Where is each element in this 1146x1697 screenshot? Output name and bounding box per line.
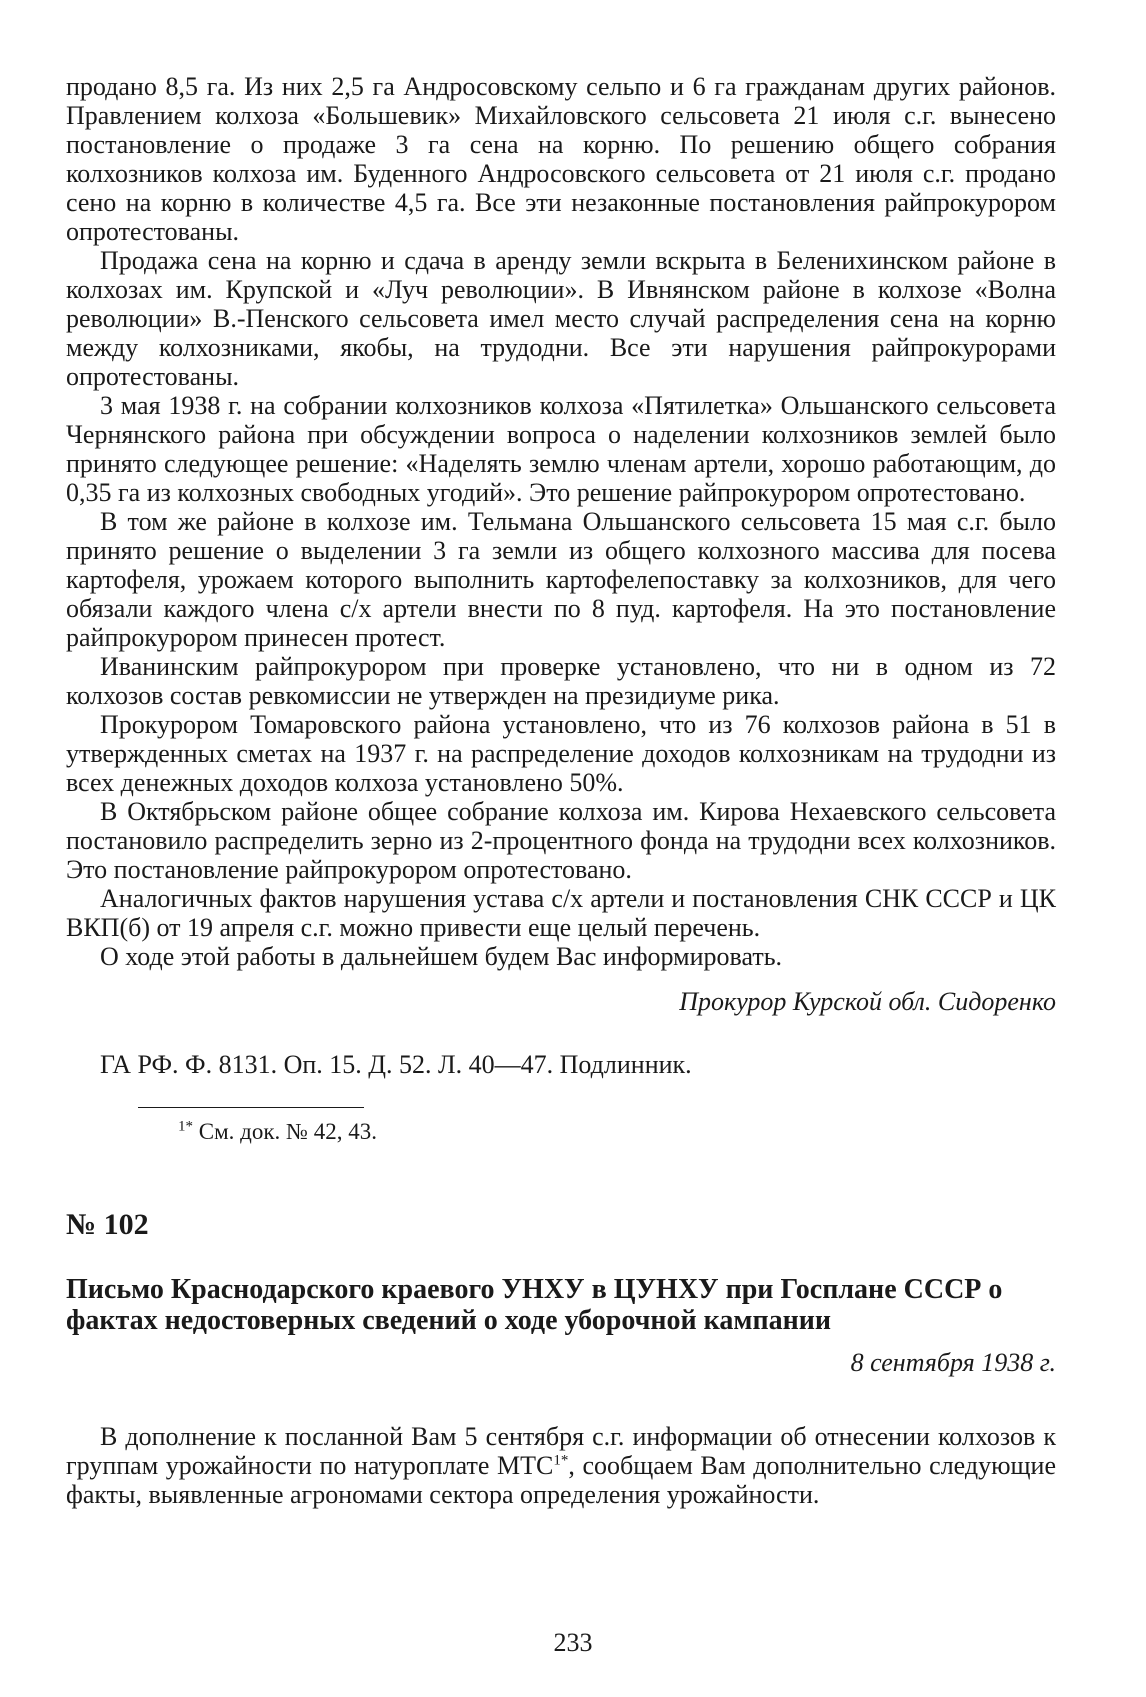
intro-text-after: , сообщаем Вам дополнительно следующие факты, выявленные агрономами сектора определения урожайности. bbox=[66, 1451, 1056, 1509]
paragraph-9: О ходе этой работы в дальнейшем будем Вас информировать. bbox=[100, 942, 783, 971]
paragraph-8: Аналогичных фактов нарушения устава с/х артели и постановления СНК СССР и ЦК ВКП(б) от 19 апреля с.г. можно привести еще целый перечень. bbox=[66, 884, 1056, 942]
document-number: № 102 bbox=[66, 1208, 149, 1241]
paragraph-5: Иванинским райпрокурором при проверке установлено, что ни в одном из 72 колхозов состав ревкомиссии не утвержден на президиуме рика. bbox=[66, 652, 1056, 710]
paragraph-1: продано 8,5 га. Из них 2,5 га Андросовскому сельпо и 6 га гражданам других районов. Правлением колхоза «Большевик» Михайловского сельсовета 21 июля с.г. вынесено постановление о продаже 3 га сена на корню. По решению общего собрания колхозников колхоза им. Буденного Андросовского сельсовета от 21 июля с.г. продано сено на корню в количестве 4,5 га. Все эти незаконные постановления райпрокурором опротестованы. bbox=[66, 72, 1056, 246]
paragraph-2: Продажа сена на корню и сдача в аренду земли вскрыта в Беленихинском районе в колхозах им. Крупской и «Луч революции». В Ивнянском районе в колхозе «Волна революции» В.-Пенского сельсовета имел место случай распределения сена на корню между колхозниками, якобы, на трудодни. Все эти нарушения райпрокурорами опротестованы. bbox=[66, 246, 1056, 391]
archive-source: ГА РФ. Ф. 8131. Оп. 15. Д. 52. Л. 40—47. Подлинник. bbox=[100, 1050, 692, 1079]
paragraph-7: В Октябрьском районе общее собрание колхоза им. Кирова Нехаевского сельсовета постановило распределить зерно из 2-процентного фонда на трудодни всех колхозников. Это постановление райпрокурором опротестовано. bbox=[66, 797, 1056, 884]
signature: Прокурор Курской обл. Сидоренко bbox=[679, 987, 1056, 1016]
paragraph-4: В том же районе в колхозе им. Тельмана Ольшанского сельсовета 15 мая с.г. было принято решение о выделении 3 га земли из общего колхозного массива для посева картофеля, урожаем которого выполнить картофелепоставку за колхозников, для чего обязали каждого члена с/х артели внести по 8 пуд. картофеля. На это постановление райпрокурором принесен протест. bbox=[66, 507, 1056, 652]
paragraph-letter-intro bbox=[66, 1422, 1056, 1509]
intro-footnote-mark: 1* bbox=[553, 1452, 569, 1469]
footnote-divider bbox=[138, 1107, 364, 1108]
document-page bbox=[66, 72, 1056, 1509]
footnote bbox=[178, 1118, 1056, 1146]
footnote-text: См. док. № 42, 43. bbox=[193, 1119, 377, 1144]
intro-text-before: В дополнение к посланной Вам 5 сентября с.г. информации об отнесении колхозов к группам урожайности по натуроплате МТС bbox=[66, 1422, 1056, 1480]
document-date: 8 сентября 1938 г. bbox=[850, 1348, 1056, 1377]
page-number: 233 bbox=[553, 1628, 593, 1657]
paragraph-3: 3 мая 1938 г. на собрании колхозников колхоза «Пятилетка» Ольшанского сельсовета Чернянского района при обсуждении вопроса о наделении колхозников землей было принято следующее решение: «Наделять землю членам артели, хорошо работающим, до 0,35 га из колхозных свободных угодий». Это решение райпрокурором опротестовано. bbox=[66, 391, 1056, 507]
footnote-mark: 1* bbox=[178, 1118, 193, 1135]
document-title: Письмо Краснодарского краевого УНХУ в ЦУНХУ при Госплане СССР о фактах недостоверных сведений о ходе уборочной кампании bbox=[66, 1274, 1003, 1336]
paragraph-6: Прокурором Томаровского района установлено, что из 76 колхозов района в 51 в утвержденных сметах на 1937 г. на распределение доходов колхозникам на трудодни из всех денежных доходов колхоза установлено 50%. bbox=[66, 710, 1056, 797]
